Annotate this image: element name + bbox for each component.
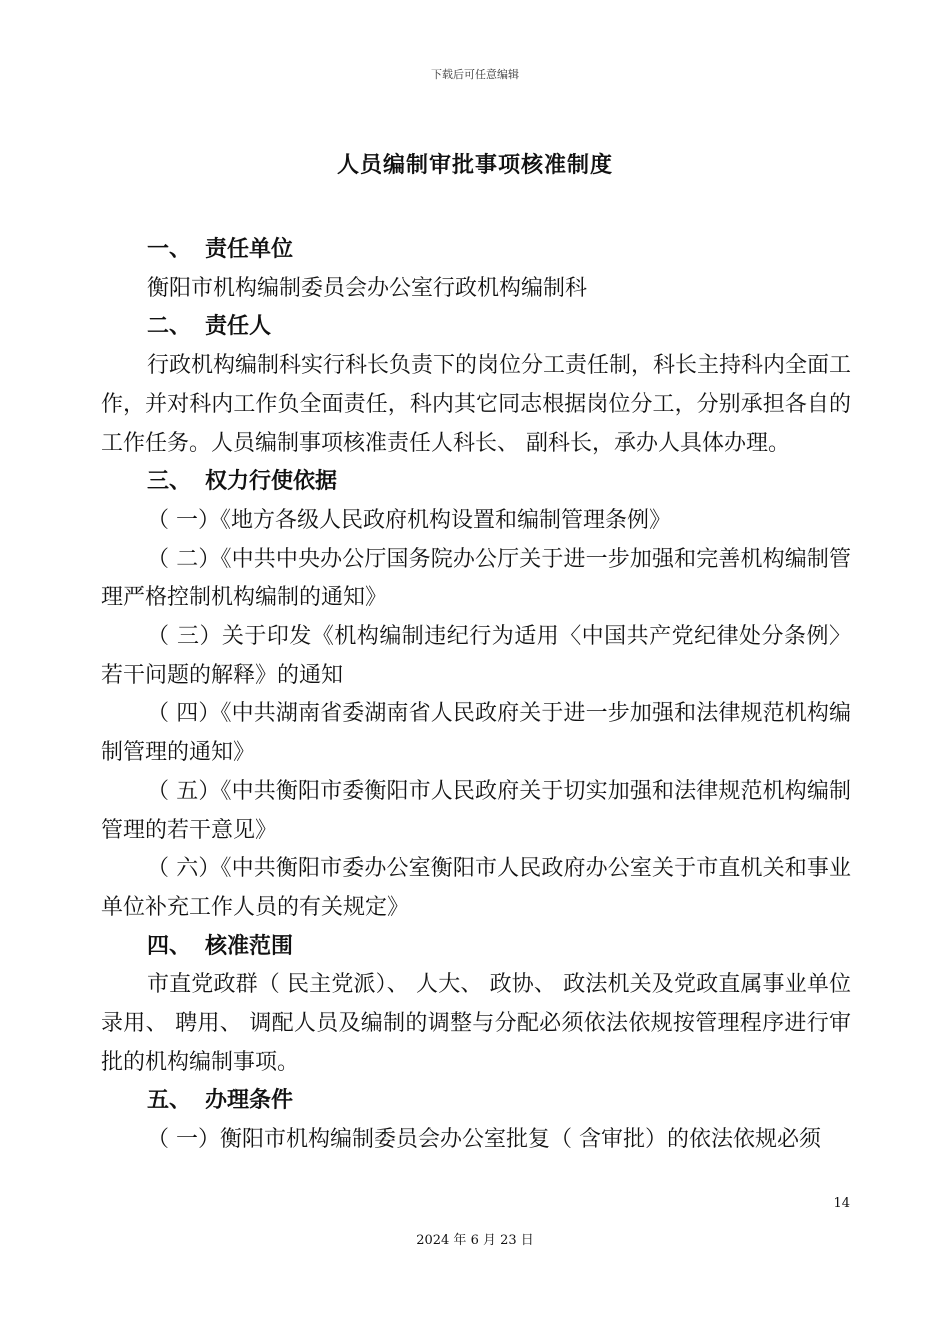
- basis-item: （ 四）《中共湖南省委湖南省人民政府关于进一步加强和法律规范机构编制管理的通知》: [101, 701, 851, 766]
- section-title: 权力行使依据: [205, 469, 338, 495]
- section-heading-3: [101, 463, 851, 502]
- section-title: 核准范围: [205, 933, 294, 959]
- basis-item: （ 六）《中共衡阳市委办公室衡阳市人民政府办公室关于市直机关和事业单位补充工作人员的有关规定》: [101, 856, 851, 920]
- section-heading-4: [101, 928, 851, 967]
- basis-item: （ 一）《地方各级人民政府机构设置和编制管理条例》: [147, 507, 671, 533]
- section-number: 三、: [147, 469, 192, 495]
- paragraph-scope: 市直党政群（ 民主党派）、 人大、 政协、 政法机关及党政直属事业单位录用、 聘用、 调配人员及编制的调整与分配必须依法依规按管理程序进行审批的机构编制事项。: [101, 972, 851, 1075]
- section-number: 二、: [147, 314, 192, 340]
- paragraph-unit: 衡阳市机构编制委员会办公室行政机构编制科: [147, 275, 588, 301]
- basis-item: （ 三）关于印发《机构编制违纪行为适用〈中国共产党纪律处分条例〉若干问题的解释》的通知: [101, 624, 851, 688]
- section-number: 一、: [147, 237, 192, 262]
- paragraph-responsible: 行政机构编制科实行科长负责下的岗位分工责任制，科长主持科内全面工作，并对科内工作负全面责任，科内其它同志根据岗位分工，分别承担各自的工作任务。人员编制事项核准责任人科长、 副科长，承办人具体办理。: [101, 353, 852, 456]
- basis-item: （ 五）《中共衡阳市委衡阳市人民政府关于切实加强和法律规范机构编制管理的若干意见》: [101, 778, 851, 843]
- section-number: 四、: [147, 933, 192, 959]
- section-heading-5: [101, 1082, 851, 1121]
- section-title: 责任人: [205, 314, 272, 340]
- paragraph-conditions: （ 一）衡阳市机构编制委员会办公室批复（ 含审批）的依法依规必须: [147, 1127, 821, 1153]
- section-number: 五、: [147, 1088, 192, 1114]
- document-body: [101, 231, 851, 1160]
- header-note: 下载后可任意编辑: [431, 68, 519, 81]
- page-number: 14: [833, 1196, 850, 1211]
- document-title: 人员编制审批事项核准制度: [336, 153, 613, 178]
- section-heading-2: [101, 308, 851, 347]
- basis-item: （ 二）《中共中央办公厅国务院办公厅关于进一步加强和完善机构编制管理严格控制机构编制的通知》: [101, 546, 851, 611]
- footer-date: 2024 年 6 月 23 日: [416, 1233, 534, 1248]
- section-title: 办理条件: [205, 1088, 294, 1114]
- section-heading-1: [101, 231, 851, 270]
- section-title: 责任单位: [205, 237, 294, 262]
